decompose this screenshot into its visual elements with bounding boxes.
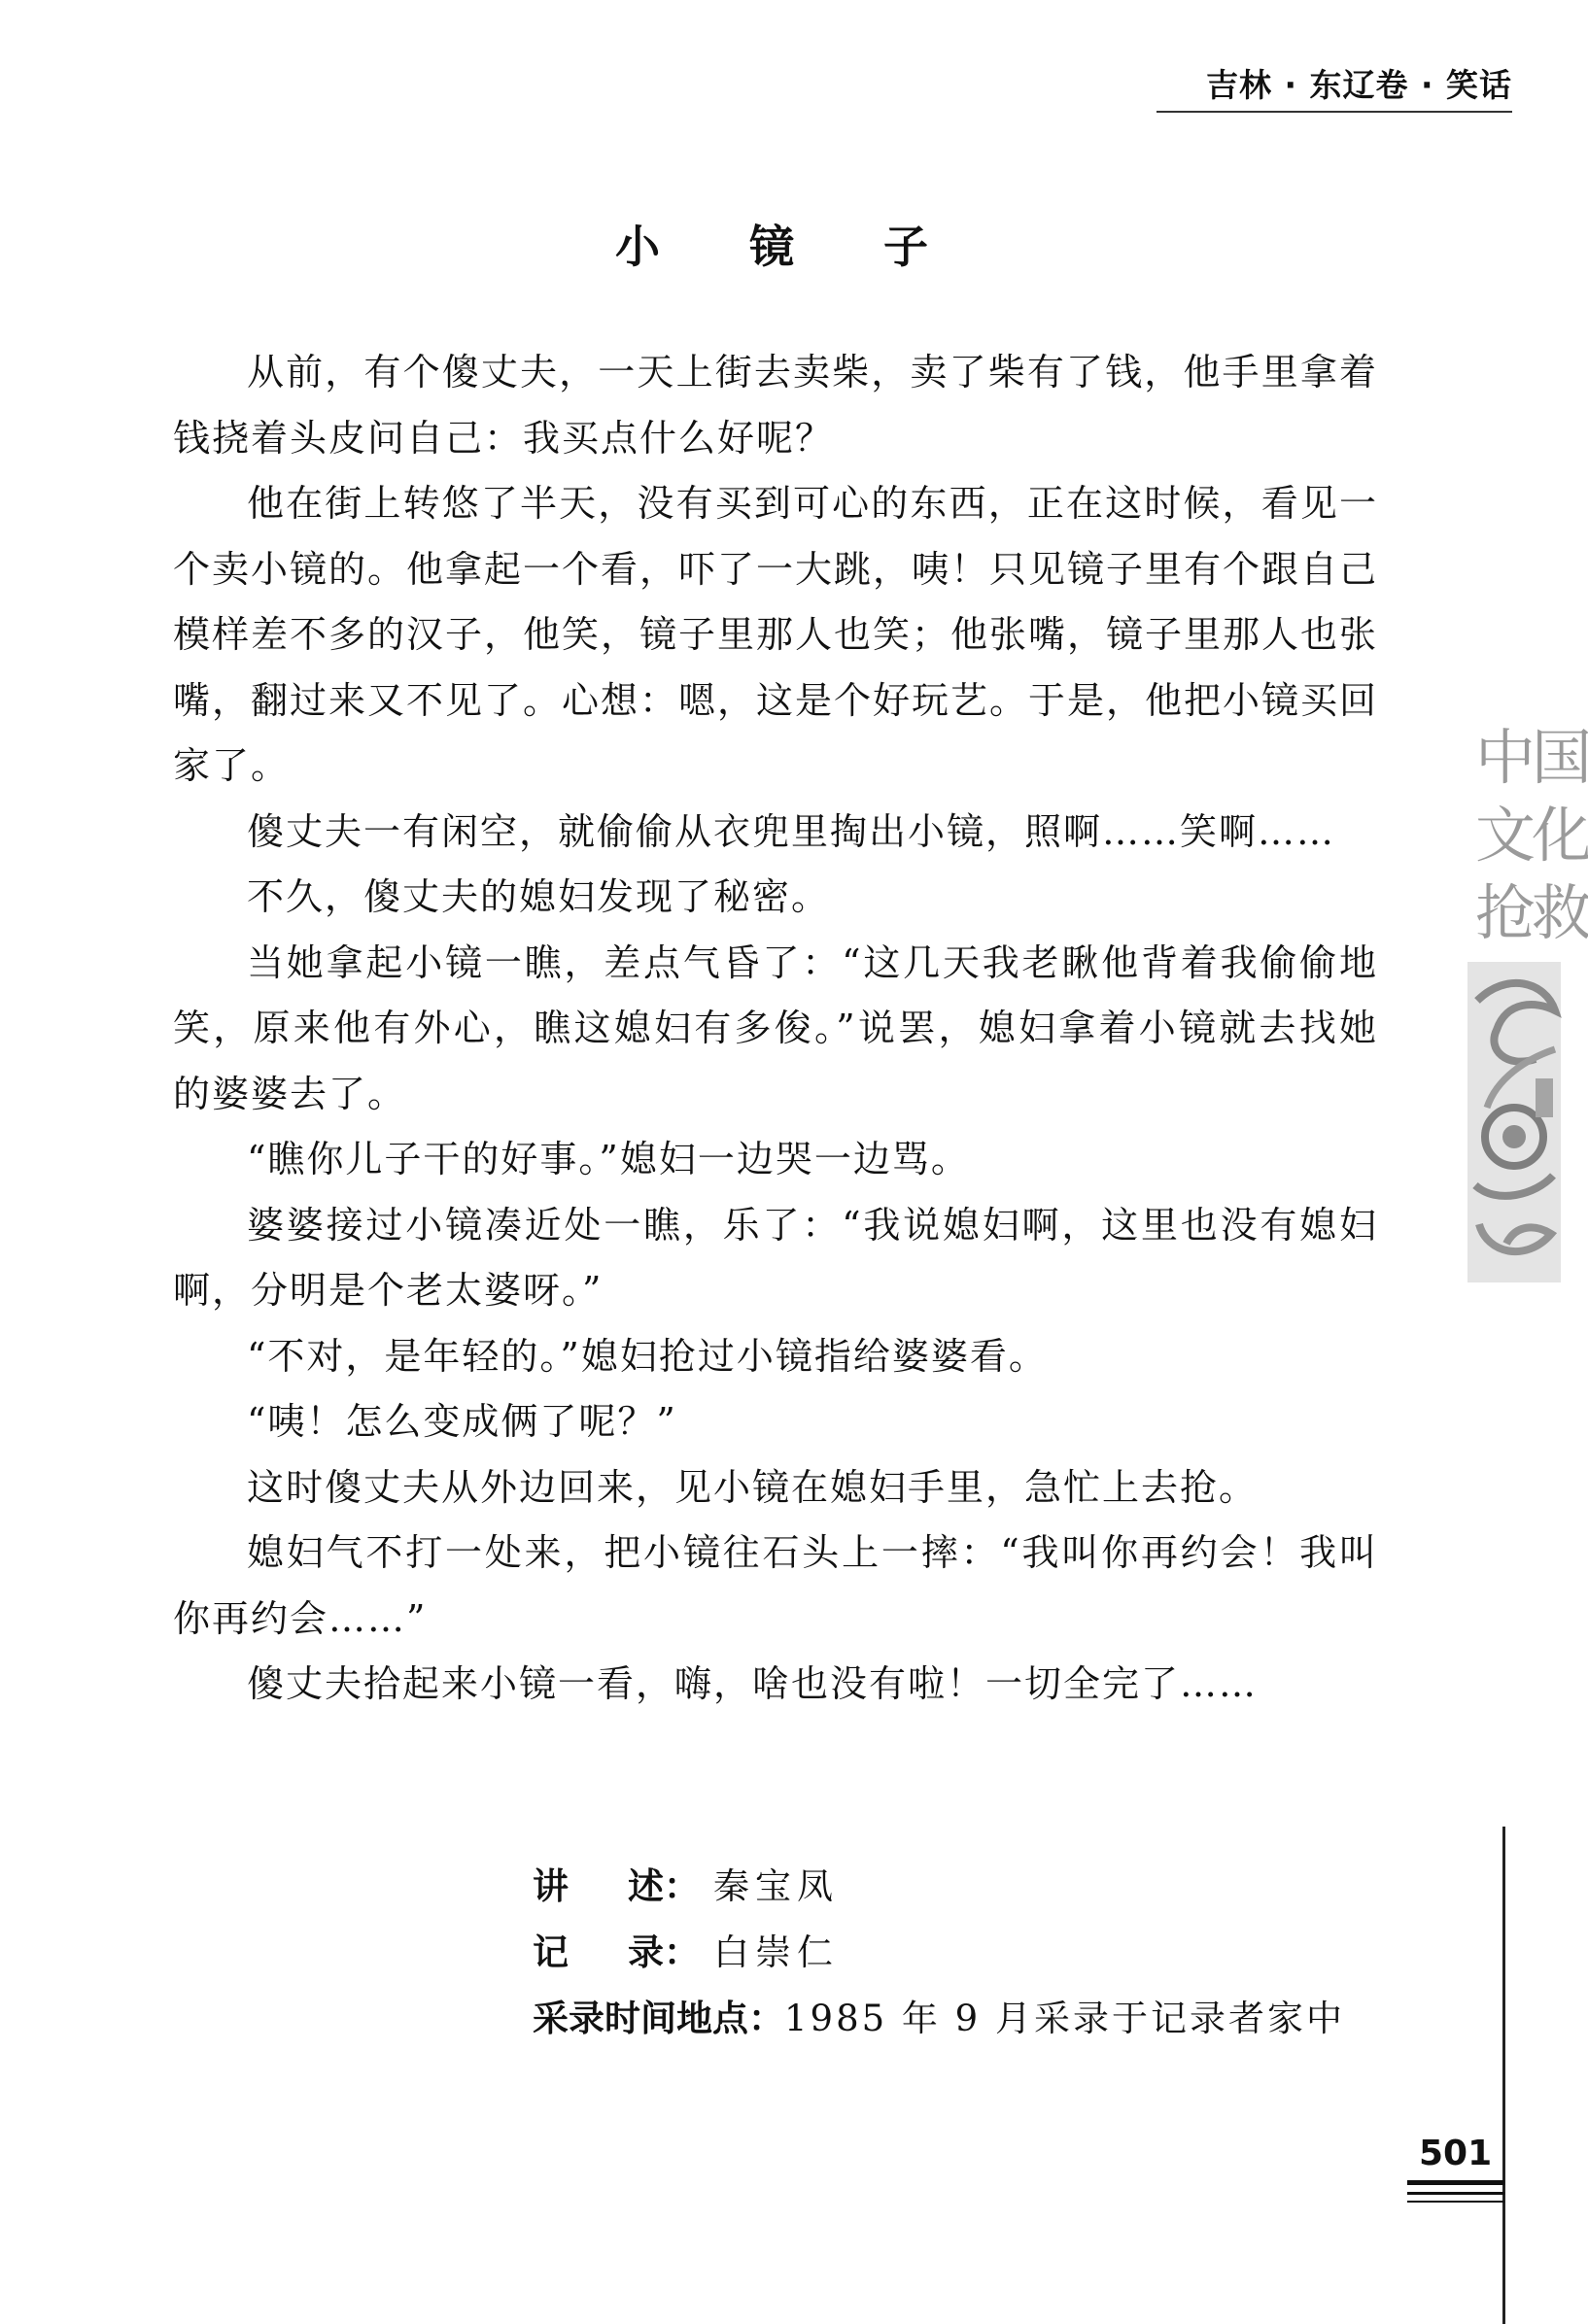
paragraph: 婆婆接过小镜凑近处一瞧，乐了：“我说媳妇啊，这里也没有媳妇啊，分明是个老太婆呀。” [173, 1203, 1378, 1312]
credit-label-time-place: 采录时间地点： [533, 1998, 784, 2039]
footer-rule-3 [1407, 2201, 1504, 2203]
credits-block [533, 1854, 1388, 2052]
emblem-eye-center [1502, 1125, 1526, 1148]
side-tab-line: 抢救 [1475, 877, 1588, 948]
paragraph: 媳妇气不打一处来，把小镜往石头上一摔：“我叫你再约会！我叫你再约会……” [173, 1531, 1378, 1640]
credit-label-char: 录： [628, 1931, 700, 1973]
paragraph: 他在街上转悠了半天，没有买到可心的东西，正在这时候，看见一个卖小镜的。他拿起一个看，吓了一大跳，咦！只见镜子里有个跟自己模样差不多的汉子，他笑，镜子里那人也笑；他张嘴，镜子里那人也张嘴，翻过来又不见了。心想：嗯，这是个好玩艺。于是，他把小镜买回家了。 [173, 482, 1379, 787]
side-tab-line: 文化 [1475, 800, 1588, 871]
credit-label-char: 讲 [533, 1865, 569, 1907]
paragraph: “不对，是年轻的。”媳妇抢过小镜指给婆婆看。 [247, 1334, 1048, 1378]
paragraph: 傻丈夫拾起来小镜一看，嗨，啥也没有啦！一切全完了…… [247, 1662, 1259, 1705]
emblem-bar [1536, 1078, 1553, 1117]
credit-narrator [533, 1854, 1388, 1920]
running-head: 吉林 · 东辽卷 · 笑话 [1205, 66, 1512, 104]
running-head-rule [1156, 111, 1512, 113]
side-tab-line: 中国 [1475, 722, 1588, 793]
credit-value-recorder: 白崇仁 [713, 1931, 839, 1973]
footer-rule-2 [1407, 2192, 1504, 2195]
paragraph: 不久，傻丈夫的媳妇发现了秘密。 [247, 875, 831, 918]
credit-time-place [533, 1986, 1388, 2052]
paragraph: 傻丈夫一有闲空，就偷偷从衣兜里掏出小镜，照啊……笑啊…… [247, 809, 1336, 853]
story-body [173, 340, 1378, 1718]
credit-label-narrator [533, 1854, 713, 1920]
side-tab [1467, 719, 1588, 1282]
credit-label-char: 述： [628, 1865, 700, 1907]
credit-value-time-place: 1985 年 9 月采录于记录者家中 [784, 1998, 1345, 2039]
paragraph: 这时傻丈夫从外边回来，见小镜在媳妇手里，急忙上去抢。 [247, 1465, 1259, 1509]
paragraph: “咦！怎么变成俩了呢？” [247, 1400, 677, 1443]
credit-label-char: 记 [533, 1931, 569, 1973]
margin-rule [1502, 1827, 1505, 2324]
page-number: 501 [1419, 2134, 1493, 2173]
paragraph: 当她拿起小镜一瞧，差点气昏了：“这几天我老瞅他背着我偷偷地笑，原来他有外心，瞧这媳妇有多俊。”说罢，媳妇拿着小镜就去找她的婆婆去了。 [173, 940, 1378, 1115]
credit-label-recorder [533, 1920, 713, 1986]
side-tab-emblem-icon [1467, 962, 1561, 1282]
credit-recorder [533, 1920, 1388, 1986]
story-title: 小 镜 子 [614, 221, 966, 273]
paragraph: “瞧你儿子干的好事。”媳妇一边哭一边骂。 [247, 1138, 970, 1180]
credit-value-narrator: 秦宝凤 [713, 1865, 839, 1907]
paragraph: 从前，有个傻丈夫，一天上街去卖柴，卖了柴有了钱，他手里拿着钱挠着头皮问自己：我买点什么好呢？ [173, 351, 1378, 460]
footer-rule-1 [1407, 2180, 1504, 2185]
